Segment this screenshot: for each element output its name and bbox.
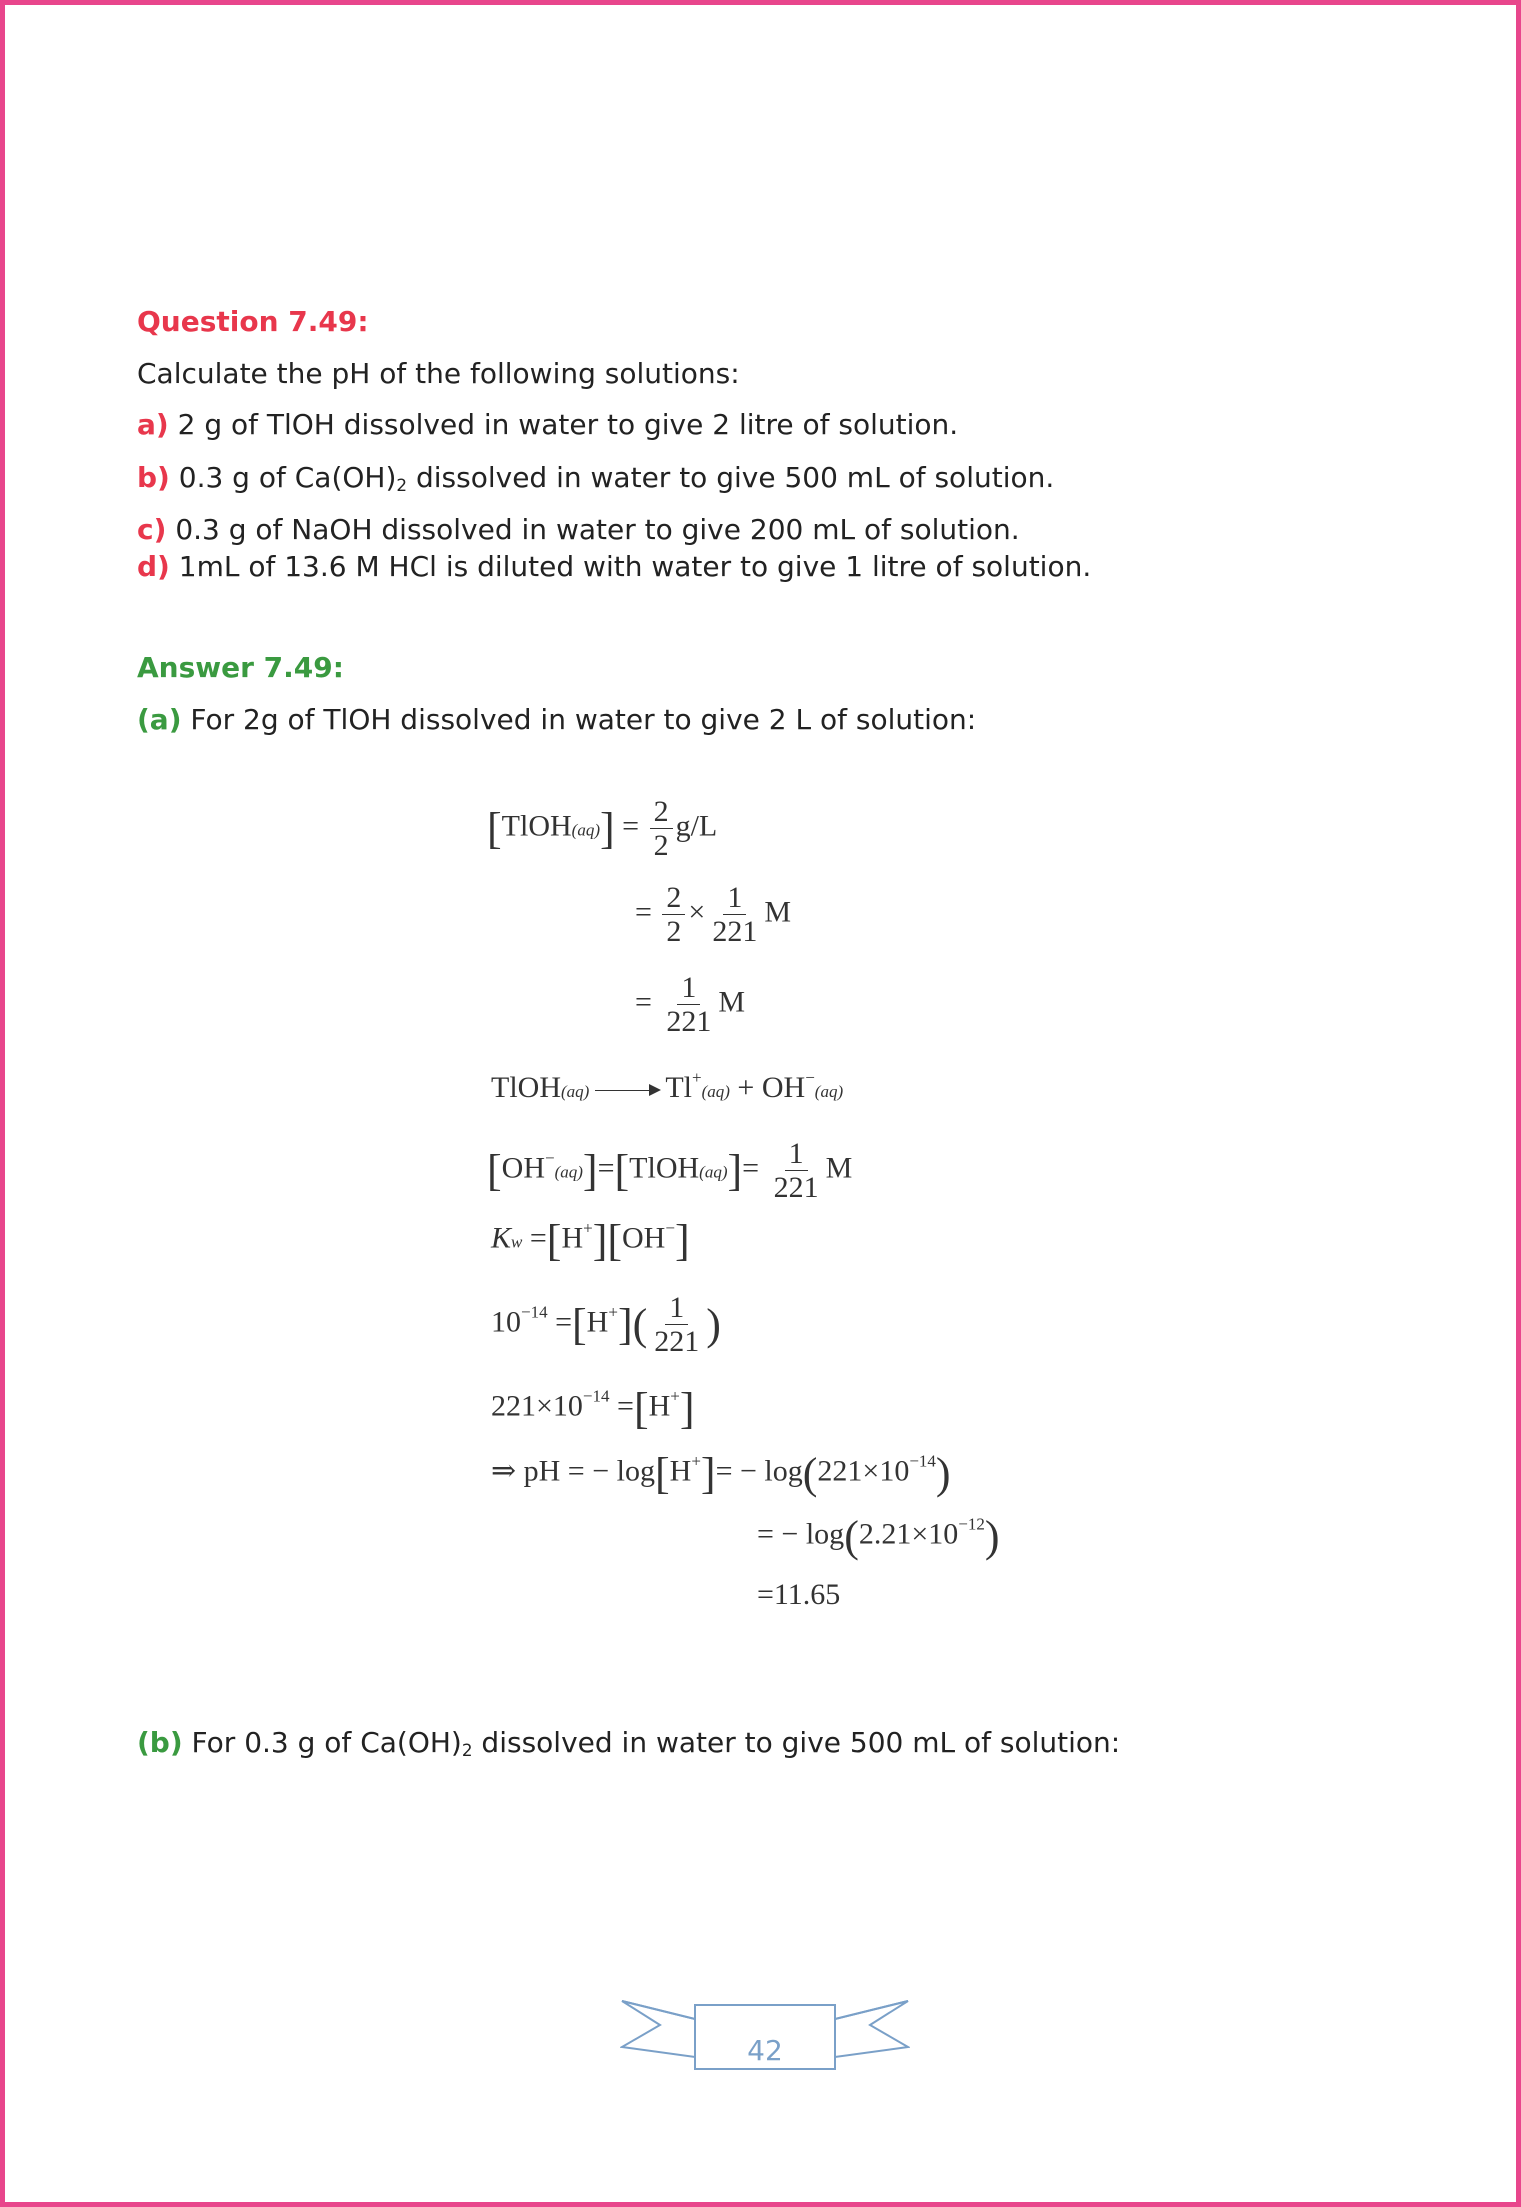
eq-line-6: Kw =[H+][OH−] <box>491 1216 690 1265</box>
item-text-pre: 0.3 g of Ca(OH) <box>178 461 397 494</box>
fraction: $\frac{2}{2}$ <box>650 795 673 862</box>
part-label: (a) <box>137 703 182 736</box>
eq-line-2: = $\frac{2}{2}$ × $\frac{1}{221}$ M <box>635 881 792 948</box>
answer-part-a <box>137 703 976 736</box>
eq-line-5: [OH−(aq)]=[TlOH(aq)]= $\frac{1}{221}$ M <box>487 1137 853 1204</box>
item-label: b) <box>137 461 170 494</box>
eq-line-8: $221\times 10^{-14} =[H^+]$ <box>491 1384 695 1433</box>
item-text: 0.3 g of NaOH dissolved in water to give 200 mL of solution. <box>175 513 1020 546</box>
eq-line-10: = − $\log(2.21\times 10^{-12})$ <box>757 1512 1000 1561</box>
item-label: a) <box>137 408 169 441</box>
eq-line-1: [TlOH(aq)] = $\frac{2}{2}$ g/L <box>487 795 718 862</box>
item-text: 1mL of 13.6 M HCl is diluted with water to give 1 litre of solution. <box>178 550 1092 583</box>
question-item-c <box>137 513 1020 546</box>
page-number: 42 <box>747 2034 783 2067</box>
eq-line-3: = $\frac{1}{221}$ M <box>635 971 746 1038</box>
eq-line-4: TlOH(aq) Tl+(aq) + OH−(aq) <box>491 1068 844 1104</box>
answer-heading: Answer 7.49: <box>137 651 344 684</box>
eq-line-11: =11.65 <box>757 1578 841 1611</box>
item-label: c) <box>137 513 167 546</box>
reaction-arrow <box>595 1090 659 1091</box>
question-item-a <box>137 408 958 441</box>
item-text: 2 g of TlOH dissolved in water to give 2 litre of solution. <box>177 408 959 441</box>
item-text-post: dissolved in water to give 500 mL of solution. <box>407 461 1055 494</box>
question-intro: Calculate the pH of the following solutions: <box>137 357 740 390</box>
part-text-pre: For 0.3 g of Ca(OH) <box>191 1726 462 1759</box>
eq-line-7: $10^{-14} =[H^+]$( $\frac{1}{221}$ ) <box>491 1291 721 1358</box>
item-label: d) <box>137 550 170 583</box>
item-subscript: 2 <box>396 475 408 496</box>
question-item-b <box>137 461 1054 495</box>
answer-part-b <box>137 1726 1120 1760</box>
eq-line-9: ⇒ pH = − $\log[H^+]= - \log(221\times 10^{-14})$ <box>491 1449 951 1498</box>
part-text-post: dissolved in water to give 500 mL of solution: <box>472 1726 1121 1759</box>
part-subscript: 2 <box>461 1740 473 1761</box>
part-text: For 2g of TlOH dissolved in water to give 2 L of solution: <box>190 703 977 736</box>
question-heading: Question 7.49: <box>137 305 369 338</box>
part-label: (b) <box>137 1726 183 1759</box>
question-item-d <box>137 550 1091 583</box>
